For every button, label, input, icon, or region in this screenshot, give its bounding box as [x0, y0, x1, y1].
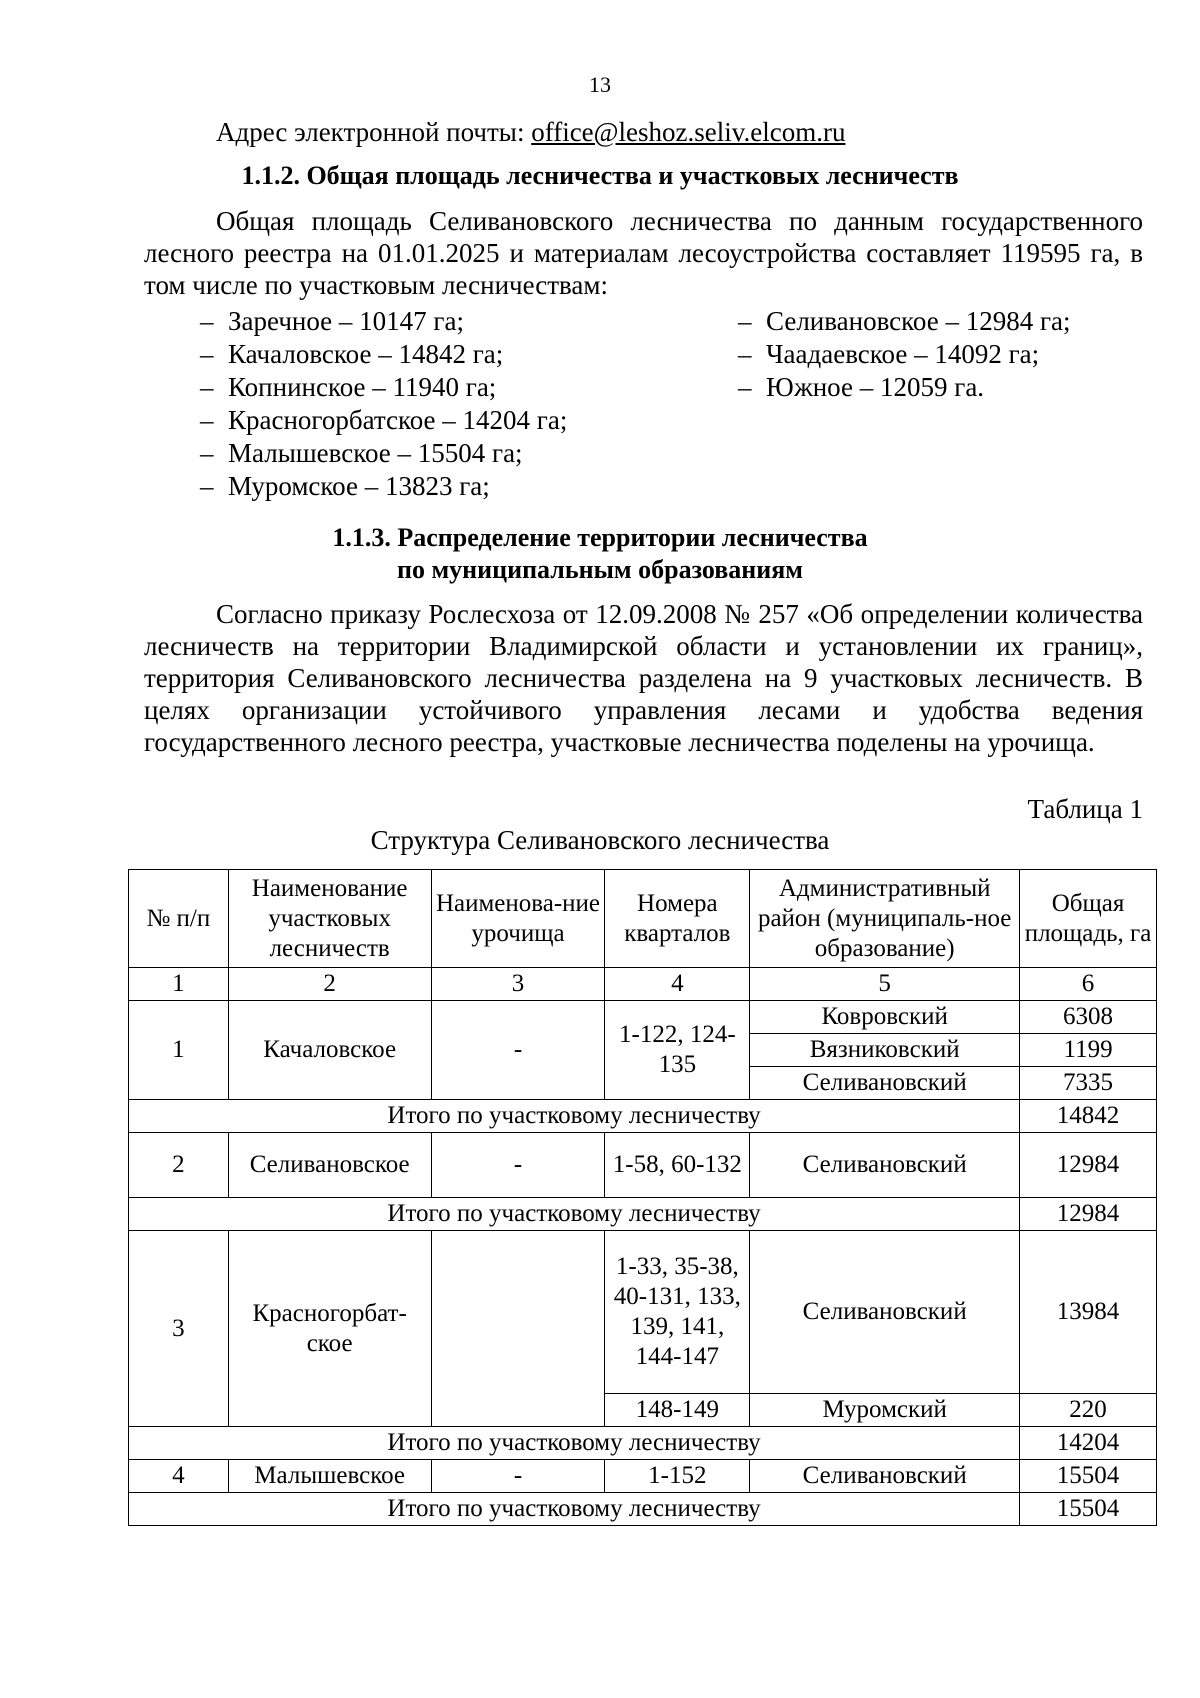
right-forestry-list: [738, 305, 1071, 404]
row-number: 4: [129, 1460, 229, 1493]
section-113-paragraph: Согласно приказу Рослесхоза от 12.09.2008 № 257 «Об определении количества лесничеств на территории Владимирской области и установлении их границ», территория Селивановского лесничества разделена на 9 участковых лесничеств. В целях организации устойчивого управления лесами и удобства ведения государственного лесного реестра, участковые лесничества поделены на урочища.: [144, 599, 1143, 757]
total-value: 15504: [1020, 1493, 1157, 1526]
column-number: 1: [129, 968, 229, 1001]
total-label: Итого по участковому лесничеству: [129, 1198, 1020, 1231]
forestry-name: Селивановское: [228, 1133, 431, 1198]
quarter-numbers: 1-33, 35-38, 40-131, 133, 139, 141, 144-147: [605, 1231, 750, 1394]
tract-name: -: [431, 1001, 605, 1100]
total-value: 14204: [1020, 1427, 1157, 1460]
column-number-row: [129, 968, 1157, 1001]
total-row: [129, 1198, 1157, 1231]
email-link[interactable]: office@leshoz.seliv.elcom.ru: [531, 117, 846, 147]
total-label: Итого по участковому лесничеству: [129, 1427, 1020, 1460]
table-row: [129, 1460, 1157, 1493]
column-number: 3: [431, 968, 605, 1001]
table-header-row: [129, 870, 1157, 968]
area-value: 15504: [1020, 1460, 1157, 1493]
quarter-numbers: 1-122, 124-135: [605, 1001, 750, 1100]
column-number: 4: [605, 968, 750, 1001]
area-value: 6308: [1020, 1001, 1157, 1034]
total-row: [129, 1427, 1157, 1460]
area-value: 12984: [1020, 1133, 1157, 1198]
header-cell: Административный район (муниципаль-ное образование): [750, 870, 1020, 968]
district-name: Селивановский: [750, 1067, 1020, 1100]
district-name: Селивановский: [750, 1133, 1020, 1198]
list-item: – Копнинское – 11940 га;: [200, 372, 497, 402]
table-row: [129, 1133, 1157, 1198]
quarter-numbers: 1-152: [605, 1460, 750, 1493]
left-forestry-list: [200, 305, 567, 503]
list-item: – Малышевское – 15504 га;: [200, 438, 523, 468]
tract-name: -: [431, 1133, 605, 1198]
header-cell: Общая площадь, га: [1020, 870, 1157, 968]
list-item: – Чаадаевское – 14092 га;: [738, 339, 1040, 369]
total-row: [129, 1493, 1157, 1526]
total-row: [129, 1100, 1157, 1133]
table-caption: Структура Селивановского лесничества: [370, 825, 830, 855]
list-item: – Качаловское – 14842 га;: [200, 339, 504, 369]
section-113-heading-line1: 1.1.3. Распределение территории лесничества: [332, 523, 868, 552]
area-value: 1199: [1020, 1034, 1157, 1067]
list-item: – Селивановское – 12984 га;: [738, 306, 1071, 336]
row-number: 2: [129, 1133, 229, 1198]
total-value: 14842: [1020, 1100, 1157, 1133]
header-cell: Наименова-ние урочища: [431, 870, 605, 968]
area-value: 220: [1020, 1394, 1157, 1427]
email-line: [216, 116, 845, 148]
list-item: – Красногорбатское – 14204 га;: [200, 405, 568, 435]
total-label: Итого по участковому лесничеству: [129, 1100, 1020, 1133]
area-value: 7335: [1020, 1067, 1157, 1100]
column-number: 6: [1020, 968, 1157, 1001]
forestry-name: Малышевское: [228, 1460, 431, 1493]
tract-name: [431, 1231, 605, 1427]
district-name: Селивановский: [750, 1231, 1020, 1394]
district-name: Вязниковский: [750, 1034, 1020, 1067]
column-number: 5: [750, 968, 1020, 1001]
list-item: – Муромское – 13823 га;: [200, 471, 490, 501]
forestry-structure-table: [128, 869, 1157, 1526]
table-row: [129, 1001, 1157, 1034]
area-value: 13984: [1020, 1231, 1157, 1394]
quarter-numbers: 148-149: [605, 1394, 750, 1427]
list-item: – Заречное – 10147 га;: [200, 306, 464, 336]
row-number: 3: [129, 1231, 229, 1427]
section-112-heading: 1.1.2. Общая площадь лесничества и участковых лесничеств: [241, 161, 959, 190]
section-112-paragraph: Общая площадь Селивановского лесничества по данным государственного лесного реестра на 01.01.2025 и материалам лесоустройства составляет 119595 га, в том числе по участковым лесничествам:: [144, 206, 1143, 300]
header-cell: № п/п: [129, 870, 229, 968]
quarter-numbers: 1-58, 60-132: [605, 1133, 750, 1198]
email-label: Адрес электронной почты:: [216, 117, 532, 147]
table-row: [129, 1231, 1157, 1394]
page-number: 13: [589, 72, 611, 97]
forestry-name: Красногорбат-ское: [228, 1231, 431, 1427]
header-cell: Номера кварталов: [605, 870, 750, 968]
table-label: Таблица 1: [1027, 794, 1143, 824]
district-name: Муромский: [750, 1394, 1020, 1427]
header-cell: Наименование участковых лесничеств: [228, 870, 431, 968]
total-label: Итого по участковому лесничеству: [129, 1493, 1020, 1526]
section-113-heading-line2: по муниципальным образованиям: [396, 555, 804, 584]
row-number: 1: [129, 1001, 229, 1100]
district-name: Ковровский: [750, 1001, 1020, 1034]
list-item: – Южное – 12059 га.: [738, 372, 985, 402]
tract-name: -: [431, 1460, 605, 1493]
district-name: Селивановский: [750, 1460, 1020, 1493]
column-number: 2: [228, 968, 431, 1001]
total-value: 12984: [1020, 1198, 1157, 1231]
forestry-name: Качаловское: [228, 1001, 431, 1100]
